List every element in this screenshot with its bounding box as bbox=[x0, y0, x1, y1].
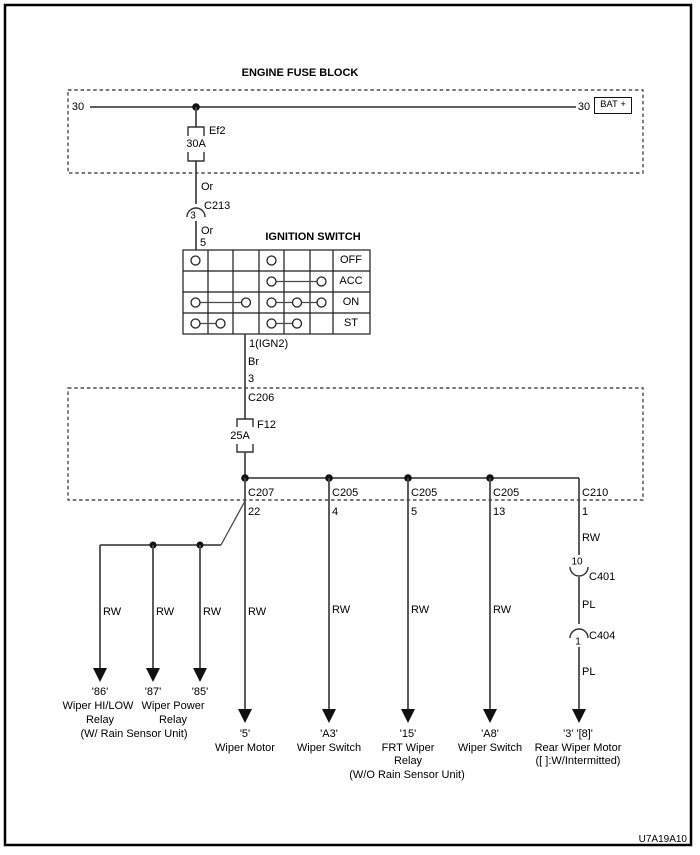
wiper-switch-a8-label: Wiper Switch bbox=[457, 741, 523, 754]
wire-color-br: Br bbox=[248, 355, 259, 368]
frt-wiper-relay-label2: Relay bbox=[393, 754, 423, 767]
fuse-block-2-box bbox=[68, 388, 643, 500]
connector-c213-name: C213 bbox=[204, 199, 231, 212]
terminal-a3: 'A3' bbox=[320, 727, 338, 740]
switch-position-off: OFF bbox=[340, 253, 362, 266]
connector-c205c-pin: 13 bbox=[493, 505, 506, 518]
fuse-f12-rating: 25A bbox=[230, 429, 250, 442]
wire-color-or-1: Or bbox=[201, 180, 214, 193]
fuse-ef2-name: Ef2 bbox=[209, 124, 226, 137]
wire-color-rw: RW bbox=[332, 603, 351, 616]
wiper-hilow-relay-label2: Relay bbox=[85, 713, 115, 726]
wiper-switch-a3-label: Wiper Switch bbox=[296, 741, 362, 754]
wire-color-or-2: Or bbox=[201, 224, 214, 237]
wire-color-rw: RW bbox=[156, 605, 175, 618]
terminal-30-left: 30 bbox=[71, 100, 85, 113]
wire-color-rw: RW bbox=[582, 531, 601, 544]
relay-branch-diagonal bbox=[221, 501, 245, 545]
switch-position-st: ST bbox=[343, 316, 359, 329]
terminal-85: '85' bbox=[191, 685, 209, 698]
connector-c401-name: C401 bbox=[589, 570, 616, 583]
wire-color-rw: RW bbox=[493, 603, 512, 616]
wiper-motor-label: Wiper Motor bbox=[215, 741, 275, 754]
rear-wiper-motor-label: Rear Wiper Motor bbox=[534, 741, 622, 754]
intermitted-note: ([ ]:W/Intermitted) bbox=[535, 754, 621, 767]
connector-c210-pin: 1 bbox=[582, 505, 589, 518]
connector-c401-pin: 10 bbox=[571, 556, 583, 568]
diagram-code: U7A19A10 bbox=[638, 834, 687, 845]
drop-wires bbox=[245, 478, 490, 709]
engine-fuse-block-box bbox=[68, 90, 643, 173]
switch-input-pin: 5 bbox=[200, 236, 207, 249]
engine-fuse-block-title: ENGINE FUSE BLOCK bbox=[241, 66, 359, 79]
wire-color-rw: RW bbox=[203, 605, 222, 618]
wiper-hilow-relay-label: Wiper HI/LOW bbox=[62, 699, 134, 712]
wire-color-rw: RW bbox=[411, 603, 430, 616]
battery-label: BAT + bbox=[600, 99, 626, 110]
connector-c404-name: C404 bbox=[589, 629, 616, 642]
connector-c210-name: C210 bbox=[582, 486, 609, 499]
terminal-15: '15' bbox=[399, 727, 417, 740]
switch-position-on: ON bbox=[342, 295, 360, 308]
terminal-a8: 'A8' bbox=[481, 727, 499, 740]
ign2-output-pin: 1(IGN2) bbox=[249, 337, 289, 350]
terminal-5: '5' bbox=[239, 727, 251, 740]
wire-color-pl: PL bbox=[582, 665, 596, 678]
connector-c207-name: C207 bbox=[248, 486, 275, 499]
with-rain-sensor-note: (W/ Rain Sensor Unit) bbox=[80, 727, 188, 740]
connector-c205b-pin: 5 bbox=[411, 505, 418, 518]
terminal-86: '86' bbox=[91, 685, 109, 698]
connector-c206-name: C206 bbox=[248, 391, 275, 404]
connector-c205a-pin: 4 bbox=[332, 505, 339, 518]
connector-c213-pin: 3 bbox=[190, 210, 196, 222]
wiper-power-relay-label: Wiper Power bbox=[141, 699, 205, 712]
wire-color-rw: RW bbox=[103, 605, 122, 618]
fuse-ef2-rating: 30A bbox=[186, 137, 206, 150]
c206-pin: 3 bbox=[248, 372, 255, 385]
ignition-switch-title: IGNITION SWITCH bbox=[265, 230, 361, 243]
battery-terminal-box bbox=[594, 97, 632, 114]
connector-c401-symbol bbox=[570, 567, 588, 576]
connector-c205a-name: C205 bbox=[332, 486, 359, 499]
frt-wiper-relay-label: FRT Wiper bbox=[381, 741, 435, 754]
terminal-30-right: 30 bbox=[577, 100, 591, 113]
connector-c404-pin: 1 bbox=[575, 636, 581, 648]
without-rain-sensor-note: (W/O Rain Sensor Unit) bbox=[349, 768, 465, 781]
connector-c207-pin: 22 bbox=[248, 505, 261, 518]
terminal-87: '87' bbox=[144, 685, 162, 698]
wire-color-pl: PL bbox=[582, 598, 596, 611]
wiper-power-relay-label2: Relay bbox=[158, 713, 188, 726]
terminal-3-8: '3' '[8]' bbox=[563, 727, 593, 740]
connector-c205b-name: C205 bbox=[411, 486, 438, 499]
switch-position-acc: ACC bbox=[339, 274, 363, 287]
connector-c205c-name: C205 bbox=[493, 486, 520, 499]
fuse-f12-name: F12 bbox=[257, 418, 276, 431]
wire-color-rw: RW bbox=[248, 605, 267, 618]
